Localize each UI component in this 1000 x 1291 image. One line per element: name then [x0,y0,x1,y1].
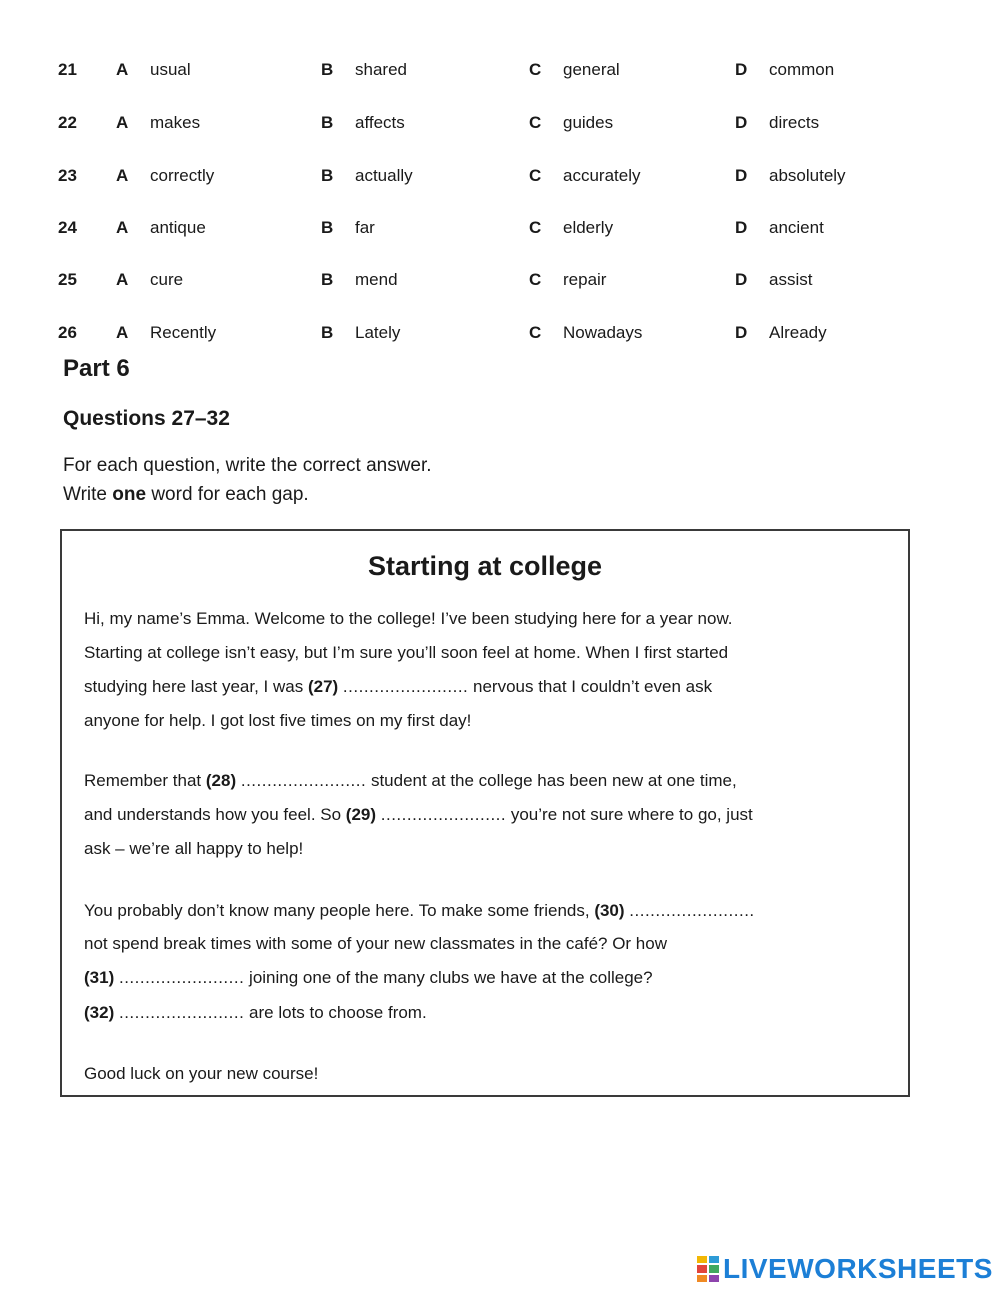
instruction-text: word for each gap. [146,484,309,505]
text-line: anyone for help. I got lost five times on my first day! [84,711,472,730]
option-word: Nowadays [563,323,643,342]
question-number: 25 [58,270,77,289]
option-letter: D [735,60,748,79]
liveworksheets-logo [697,1252,993,1286]
instruction-emphasis: one [112,484,147,505]
text-line: Starting at college isn’t easy, but I’m sure you’ll soon feel at home. When I first started [84,643,729,662]
gap-number-32: (32) [84,1003,115,1022]
option-letter: A [116,270,129,289]
option-word: ancient [769,218,824,237]
option-word: repair [563,270,607,289]
text-fragment: you’re not sure where to go, just [506,805,753,824]
text-line [84,1003,427,1023]
instruction-text: Write [63,484,113,505]
option-letter: B [321,60,334,79]
option-word: usual [150,60,191,79]
reading-text-box [60,529,910,1097]
option-word: cure [150,270,184,289]
option-letter: A [116,113,129,132]
option-letter: A [116,323,129,342]
instruction-line-1: For each question, write the correct answer. [63,455,432,476]
option-word: far [355,218,375,237]
option-letter: A [116,166,129,185]
option-word: actually [355,166,413,185]
gap-29-blank[interactable]: ........................ [380,805,507,824]
text-line [84,805,753,825]
question-number: 26 [58,323,77,342]
option-letter: C [529,60,542,79]
question-row-24 [0,218,1000,248]
option-letter: B [321,323,334,342]
question-row-26 [0,323,1000,353]
option-word: absolutely [769,166,846,185]
gap-31-blank[interactable]: ........................ [118,968,245,987]
gap-number-28: (28) [205,771,237,790]
question-row-25 [0,270,1000,300]
question-number: 24 [58,218,77,237]
logo-block [697,1256,707,1263]
option-letter: B [321,270,334,289]
option-letter: C [529,218,542,237]
text-fragment: You probably don’t know many people here. To make some friends, [84,901,595,920]
question-row-22 [0,113,1000,143]
question-number: 21 [58,60,77,79]
text-line [84,968,653,988]
option-letter: A [116,60,129,79]
text-fragment: nervous that I couldn’t even ask [468,677,713,696]
question-number: 23 [58,166,77,185]
option-letter: C [529,323,542,342]
text-fragment: are lots to choose from. [244,1003,427,1022]
option-letter: D [735,166,748,185]
text-line [84,901,755,921]
logo-text: LIVEWORKSHEETS [723,1253,993,1284]
text-fragment: studying here last year, I was [84,677,308,696]
option-letter: C [529,270,542,289]
option-word: directs [769,113,820,132]
text-line: ask – we’re all happy to help! [84,839,304,858]
text-line [84,677,712,697]
gap-number-31: (31) [84,968,115,987]
option-word: Already [769,323,827,342]
question-row-21 [0,60,1000,90]
gap-28-blank[interactable]: ........................ [240,771,367,790]
text-line [84,771,737,791]
question-row-23 [0,166,1000,196]
logo-block [709,1256,719,1263]
text-fragment: student at the college has been new at one time, [366,771,737,790]
text-fragment: Remember that [84,771,206,790]
option-letter: D [735,113,748,132]
text-line: Hi, my name’s Emma. Welcome to the college! I’ve been studying here for a year now. [84,609,733,628]
option-word: elderly [563,218,614,237]
option-letter: B [321,113,334,132]
option-word: assist [769,270,813,289]
gap-number-29: (29) [345,805,377,824]
option-letter: C [529,113,542,132]
text-fragment: and understands how you feel. So [84,805,346,824]
gap-number-27: (27) [307,677,339,696]
logo-block [709,1275,719,1282]
option-letter: B [321,166,334,185]
gap-30-blank[interactable]: ........................ [629,901,755,920]
option-word: makes [150,113,201,132]
option-word: mend [355,270,398,289]
option-word: accurately [563,166,641,185]
option-word: shared [355,60,407,79]
option-word: Lately [355,323,401,342]
text-title: Starting at college [367,551,603,581]
option-word: affects [355,113,405,132]
option-letter: A [116,218,129,237]
gap-27-blank[interactable]: ........................ [342,677,469,696]
option-word: correctly [150,166,215,185]
logo-block [697,1265,707,1272]
option-word: antique [150,218,206,237]
option-letter: D [735,218,748,237]
text-line: not spend break times with some of your new classmates in the café? Or how [84,934,667,953]
logo-block [709,1265,719,1272]
option-letter: B [321,218,334,237]
logo-blocks-icon [697,1256,719,1282]
gap-32-blank[interactable]: ........................ [118,1003,245,1022]
option-letter: D [735,323,748,342]
option-letter: D [735,270,748,289]
option-word: guides [563,113,614,132]
text-fragment: joining one of the many clubs we have at the college? [244,968,653,987]
logo-block [697,1275,707,1282]
questions-title: Questions 27–32 [63,407,230,430]
option-word: general [563,60,620,79]
option-word: common [769,60,835,79]
text-line: Good luck on your new course! [84,1064,319,1083]
option-word: Recently [150,323,217,342]
instruction-line-2 [63,484,309,506]
gap-number-30: (30) [594,901,625,920]
part-title: Part 6 [63,355,130,382]
option-letter: C [529,166,542,185]
question-number: 22 [58,113,77,132]
